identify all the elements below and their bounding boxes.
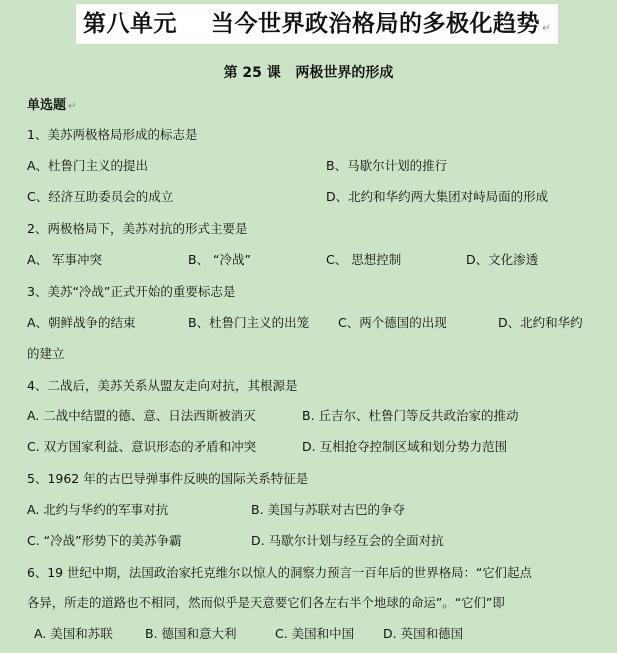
question-3-option-c: C、两个德国的出现 bbox=[338, 315, 447, 330]
question-6-option-b: B. 德国和意大利 bbox=[145, 626, 237, 641]
question-1-option-a: A、杜鲁门主义的提出 bbox=[27, 158, 149, 173]
question-5-option-d: D. 马歇尔计划与经互会的全面对抗 bbox=[251, 533, 444, 548]
question-6-option-c: C. 美国和中国 bbox=[275, 626, 355, 641]
question-4-option-d: D. 互相抢夺控制区域和划分势力范围 bbox=[302, 439, 508, 454]
question-2-option-a: A、 军事冲突 bbox=[27, 252, 103, 267]
question-6-stem-line-2: 各异，所走的道路也不相同，然而似乎是天意要它们各左右半个地球的命运”。“它们”即 bbox=[27, 595, 505, 610]
question-4-option-c: C. 双方国家利益、意识形态的矛盾和冲突 bbox=[27, 439, 257, 454]
paragraph-mark: ↵ bbox=[68, 101, 77, 112]
question-1-option-b: B、马歇尔计划的推行 bbox=[326, 158, 448, 173]
question-4-stem: 4、二战后，美苏关系从盟友走向对抗，其根源是 bbox=[27, 378, 298, 393]
question-2-option-d: D、文化渗透 bbox=[466, 252, 539, 267]
section-title-text: 单选题 bbox=[27, 98, 67, 113]
question-3-option-a: A、朝鲜战争的结束 bbox=[27, 315, 136, 330]
paragraph-mark: ↵ bbox=[542, 23, 551, 34]
question-3-option-d: D、北约和华约 bbox=[498, 315, 583, 330]
question-5-stem: 5、1962 年的古巴导弹事件反映的国际关系特征是 bbox=[27, 471, 309, 486]
question-1-option-d: D、北约和华约两大集团对峙局面的形成 bbox=[326, 189, 549, 204]
question-5-option-a: A. 北约与华约的军事对抗 bbox=[27, 502, 169, 517]
question-2-option-c: C、 思想控制 bbox=[326, 252, 402, 267]
question-4-option-a: A. 二战中结盟的德、意、日法西斯被消灭 bbox=[27, 408, 256, 423]
question-1-stem bbox=[27, 125, 197, 143]
question-5-option-b: B. 美国与苏联对古巴的争夺 bbox=[251, 502, 406, 517]
question-6-option-d: D. 英国和德国 bbox=[383, 626, 464, 641]
question-4-option-b: B. 丘吉尔、杜鲁门等反共政治家的推动 bbox=[302, 408, 519, 423]
question-3-option-b: B、杜鲁门主义的出笼 bbox=[188, 315, 310, 330]
lesson-title: 第 25 课 两极世界的形成 bbox=[223, 65, 394, 81]
question-3-continuation: 的建立 bbox=[27, 346, 65, 361]
question-5-option-c: C. “冷战”形势下的美苏争霸 bbox=[27, 533, 182, 548]
question-1-option-c: C、经济互助委员会的成立 bbox=[27, 189, 174, 204]
question-1-stem-text: 1、美苏两极格局形成的标志是 bbox=[27, 127, 198, 142]
unit-title-text: 第八单元 当今世界政治格局的多极化趋势 bbox=[83, 11, 541, 37]
question-2-stem: 2、两极格局下，美苏对抗的形式主要是 bbox=[27, 221, 248, 236]
question-6-stem-line-1: 6、19 世纪中期，法国政治家托克维尔以惊人的洞察力预言一百年后的世界格局：“它们起点 bbox=[27, 565, 532, 580]
question-3-stem: 3、美苏“冷战”正式开始的重要标志是 bbox=[27, 284, 236, 299]
question-6-option-a: A. 美国和苏联 bbox=[34, 626, 113, 641]
section-title bbox=[27, 94, 76, 113]
question-2-option-b: B、 “冷战” bbox=[188, 252, 252, 267]
unit-title bbox=[76, 4, 558, 44]
